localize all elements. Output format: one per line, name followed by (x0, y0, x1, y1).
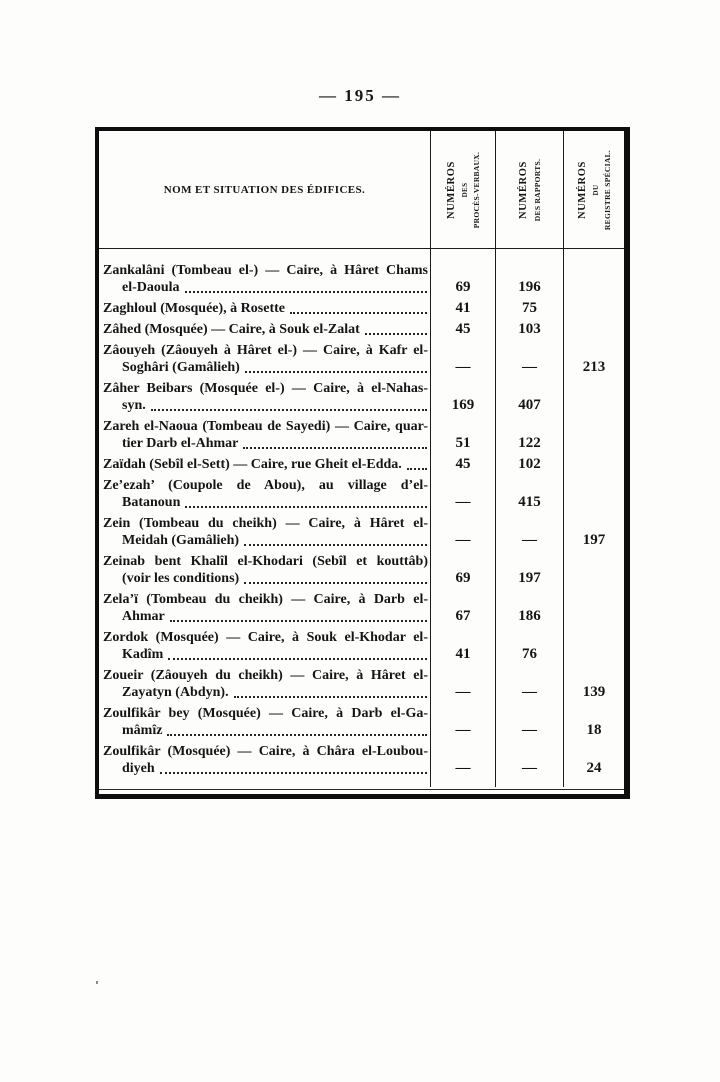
edifice-name-line1: Zordok (Mosquée) — Caire, à Souk el-Khodar el- (103, 630, 428, 645)
registre-special-value (563, 477, 624, 515)
rapports-value: 75 (495, 300, 563, 321)
registre-special-value (563, 418, 624, 456)
proces-verbaux-value: — (430, 667, 495, 705)
proces-verbaux-value: — (430, 342, 495, 380)
registre-special-value (563, 629, 624, 667)
rotated-header-proces-verbaux (434, 134, 492, 246)
rapports-value: — (495, 743, 563, 781)
proces-verbaux-value: 45 (430, 456, 495, 477)
proces-verbaux-value: 45 (430, 321, 495, 342)
header-line: DU (591, 184, 600, 195)
edifice-name-cell (99, 629, 430, 667)
registre-special-column-header (563, 131, 624, 248)
edifice-name-cell (99, 515, 430, 553)
edifice-name-cell (99, 456, 430, 477)
table-row (99, 380, 624, 418)
edifice-name-line1: Zela’ï (Tombeau du cheikh) — Caire, à Darb el- (103, 592, 428, 607)
edifice-name-line2: Meidah (Gamâlieh) (103, 532, 428, 549)
registre-special-value (563, 380, 624, 418)
proces-verbaux-value: — (430, 515, 495, 553)
spacer-row (99, 249, 624, 262)
table-row (99, 591, 624, 629)
table-row (99, 262, 624, 300)
table-row (99, 553, 624, 591)
edifice-name-line1: Zaghloul (Mosquée), à Rosette (103, 300, 428, 317)
edifice-name-cell (99, 553, 430, 591)
edifice-name-line2: diyeh (103, 760, 428, 777)
edifice-name-line1: Zoulfikâr (Mosquée) — Caire, à Châra el-Loubou- (103, 744, 428, 759)
dot-leader (168, 646, 427, 660)
edifice-name-line1: Zaïdah (Sebîl el-Sett) — Caire, rue Gheit el-Edda. (103, 456, 428, 473)
rapports-value: 197 (495, 553, 563, 591)
edifice-name-cell (99, 418, 430, 456)
table-row (99, 629, 624, 667)
table-body-rows (99, 249, 624, 787)
dot-leader (244, 532, 427, 546)
page-number: — 195 — (319, 86, 401, 105)
edifice-name-cell (99, 300, 430, 321)
proces-verbaux-value: 41 (430, 629, 495, 667)
edifice-name-line2: Batanoun (103, 494, 428, 511)
dot-leader (245, 359, 427, 373)
header-line: DES (460, 182, 469, 197)
registre-special-value: 213 (563, 342, 624, 380)
dot-leader (185, 279, 427, 293)
rapports-value: 186 (495, 591, 563, 629)
proces-verbaux-value: 69 (430, 262, 495, 300)
proces-verbaux-value: 169 (430, 380, 495, 418)
proces-verbaux-value: 51 (430, 418, 495, 456)
proces-verbaux-value: — (430, 705, 495, 743)
edifice-name-line2: (voir les conditions) (103, 570, 428, 587)
rapports-value: — (495, 342, 563, 380)
edifice-name-cell (99, 667, 430, 705)
rapports-value: 102 (495, 456, 563, 477)
edifice-name-line2: Zayatyn (Abdyn). (103, 684, 428, 701)
edifice-name-cell (99, 380, 430, 418)
proces-verbaux-value: — (430, 477, 495, 515)
dot-leader (407, 456, 427, 470)
rapports-value: 415 (495, 477, 563, 515)
header-line: NUMÉROS (445, 160, 457, 219)
header-line: PROCÈS-VERBAUX. (471, 151, 481, 228)
edifice-name-line1: Zareh el-Naoua (Tombeau de Sayedi) — Caire, quar- (103, 419, 428, 434)
rapports-value: 196 (495, 262, 563, 300)
table-row (99, 705, 624, 743)
edifice-name-line2: mâmîz (103, 722, 428, 739)
registre-special-value (563, 321, 624, 342)
name-column-header: NOM ET SITUATION DES ÉDIFICES. (163, 183, 366, 196)
edifice-name-cell (99, 743, 430, 781)
edifice-name-line1: Zâouyeh (Zâouyeh à Hâret el-) — Caire, à Kafr el- (103, 343, 428, 358)
rapports-value: — (495, 667, 563, 705)
edifice-name-cell (99, 342, 430, 380)
dot-leader (185, 494, 427, 508)
table-bottom-rule (99, 789, 624, 790)
edifice-name-line2: el-Daoula (103, 279, 428, 296)
edifice-name-cell (99, 591, 430, 629)
proces-verbaux-value: 69 (430, 553, 495, 591)
dot-leader (160, 760, 427, 774)
proces-verbaux-value: — (430, 743, 495, 781)
table-row (99, 456, 624, 477)
rapports-value: 407 (495, 380, 563, 418)
edifice-name-line1: Zâher Beibars (Mosquée el-) — Caire, à el-Nahas- (103, 381, 428, 396)
table-row (99, 667, 624, 705)
table-row (99, 477, 624, 515)
rapports-value: 76 (495, 629, 563, 667)
registre-special-value: 24 (563, 743, 624, 781)
proces-verbaux-column-header (430, 131, 495, 248)
edifice-name-line1: Ze’ezah’ (Coupole de Abou), au village d’el- (103, 478, 428, 493)
header-line: NUMÉROS (576, 160, 588, 219)
edifice-name-line1: Zein (Tombeau du cheikh) — Caire, à Hâret el- (103, 516, 428, 531)
registre-special-value (563, 591, 624, 629)
edifice-name-line1: Zankalâni (Tombeau el-) — Caire, à Hâret Chams (103, 263, 428, 278)
table-row (99, 515, 624, 553)
table-header (99, 131, 624, 249)
rotated-header-rapports (501, 134, 559, 246)
table-row (99, 743, 624, 781)
rapports-value: 103 (495, 321, 563, 342)
edifice-name-cell (99, 705, 430, 743)
edifice-name-cell (99, 477, 430, 515)
registre-special-value: 197 (563, 515, 624, 553)
edifice-name-line2: tier Darb el-Ahmar (103, 435, 428, 452)
edifice-name-line2: syn. (103, 397, 428, 414)
scan-speck (96, 981, 98, 984)
rotated-header-registre-special (565, 134, 623, 246)
registre-special-value: 18 (563, 705, 624, 743)
dot-leader (234, 684, 427, 698)
registre-special-value: 139 (563, 667, 624, 705)
header-line: NUMÉROS (517, 160, 529, 219)
rapports-value: — (495, 705, 563, 743)
proces-verbaux-value: 67 (430, 591, 495, 629)
edifice-name-line1: Zoueir (Zâouyeh du cheikh) — Caire, à Hâret el- (103, 668, 428, 683)
table-row (99, 300, 624, 321)
edifice-name-cell (99, 262, 430, 300)
edifice-name-line2: Kadîm (103, 646, 428, 663)
table-row (99, 342, 624, 380)
edifice-name-cell (99, 321, 430, 342)
edifice-name-line1: Zeinab bent Khalîl el-Khodari (Sebîl et kouttâb) (103, 554, 428, 569)
header-line: REGISTRE SPÉCIAL. (602, 149, 612, 230)
table-row (99, 418, 624, 456)
registre-special-value (563, 553, 624, 591)
dot-leader (167, 722, 427, 736)
dot-leader (170, 608, 427, 622)
registre-special-value (563, 262, 624, 300)
dot-leader (151, 397, 427, 411)
spacer-row (99, 781, 624, 787)
registre-special-value (563, 456, 624, 477)
dot-leader (290, 300, 427, 314)
edifice-name-line2: Soghâri (Gamâlieh) (103, 359, 428, 376)
table-row (99, 321, 624, 342)
proces-verbaux-value: 41 (430, 300, 495, 321)
dot-leader (365, 321, 427, 335)
rapports-value: 122 (495, 418, 563, 456)
edifices-table (95, 127, 630, 799)
edifice-name-line1: Zoulfikâr bey (Mosquée) — Caire, à Darb el-Ga- (103, 706, 428, 721)
dot-leader (243, 435, 427, 449)
rapports-value: — (495, 515, 563, 553)
edifice-name-line2: Ahmar (103, 608, 428, 625)
header-line: DES RAPPORTS. (532, 158, 542, 221)
registre-special-value (563, 300, 624, 321)
rapports-column-header (495, 131, 563, 248)
edifice-name-line1: Zâhed (Mosquée) — Caire, à Souk el-Zalat (103, 321, 428, 338)
dot-leader (244, 570, 427, 584)
